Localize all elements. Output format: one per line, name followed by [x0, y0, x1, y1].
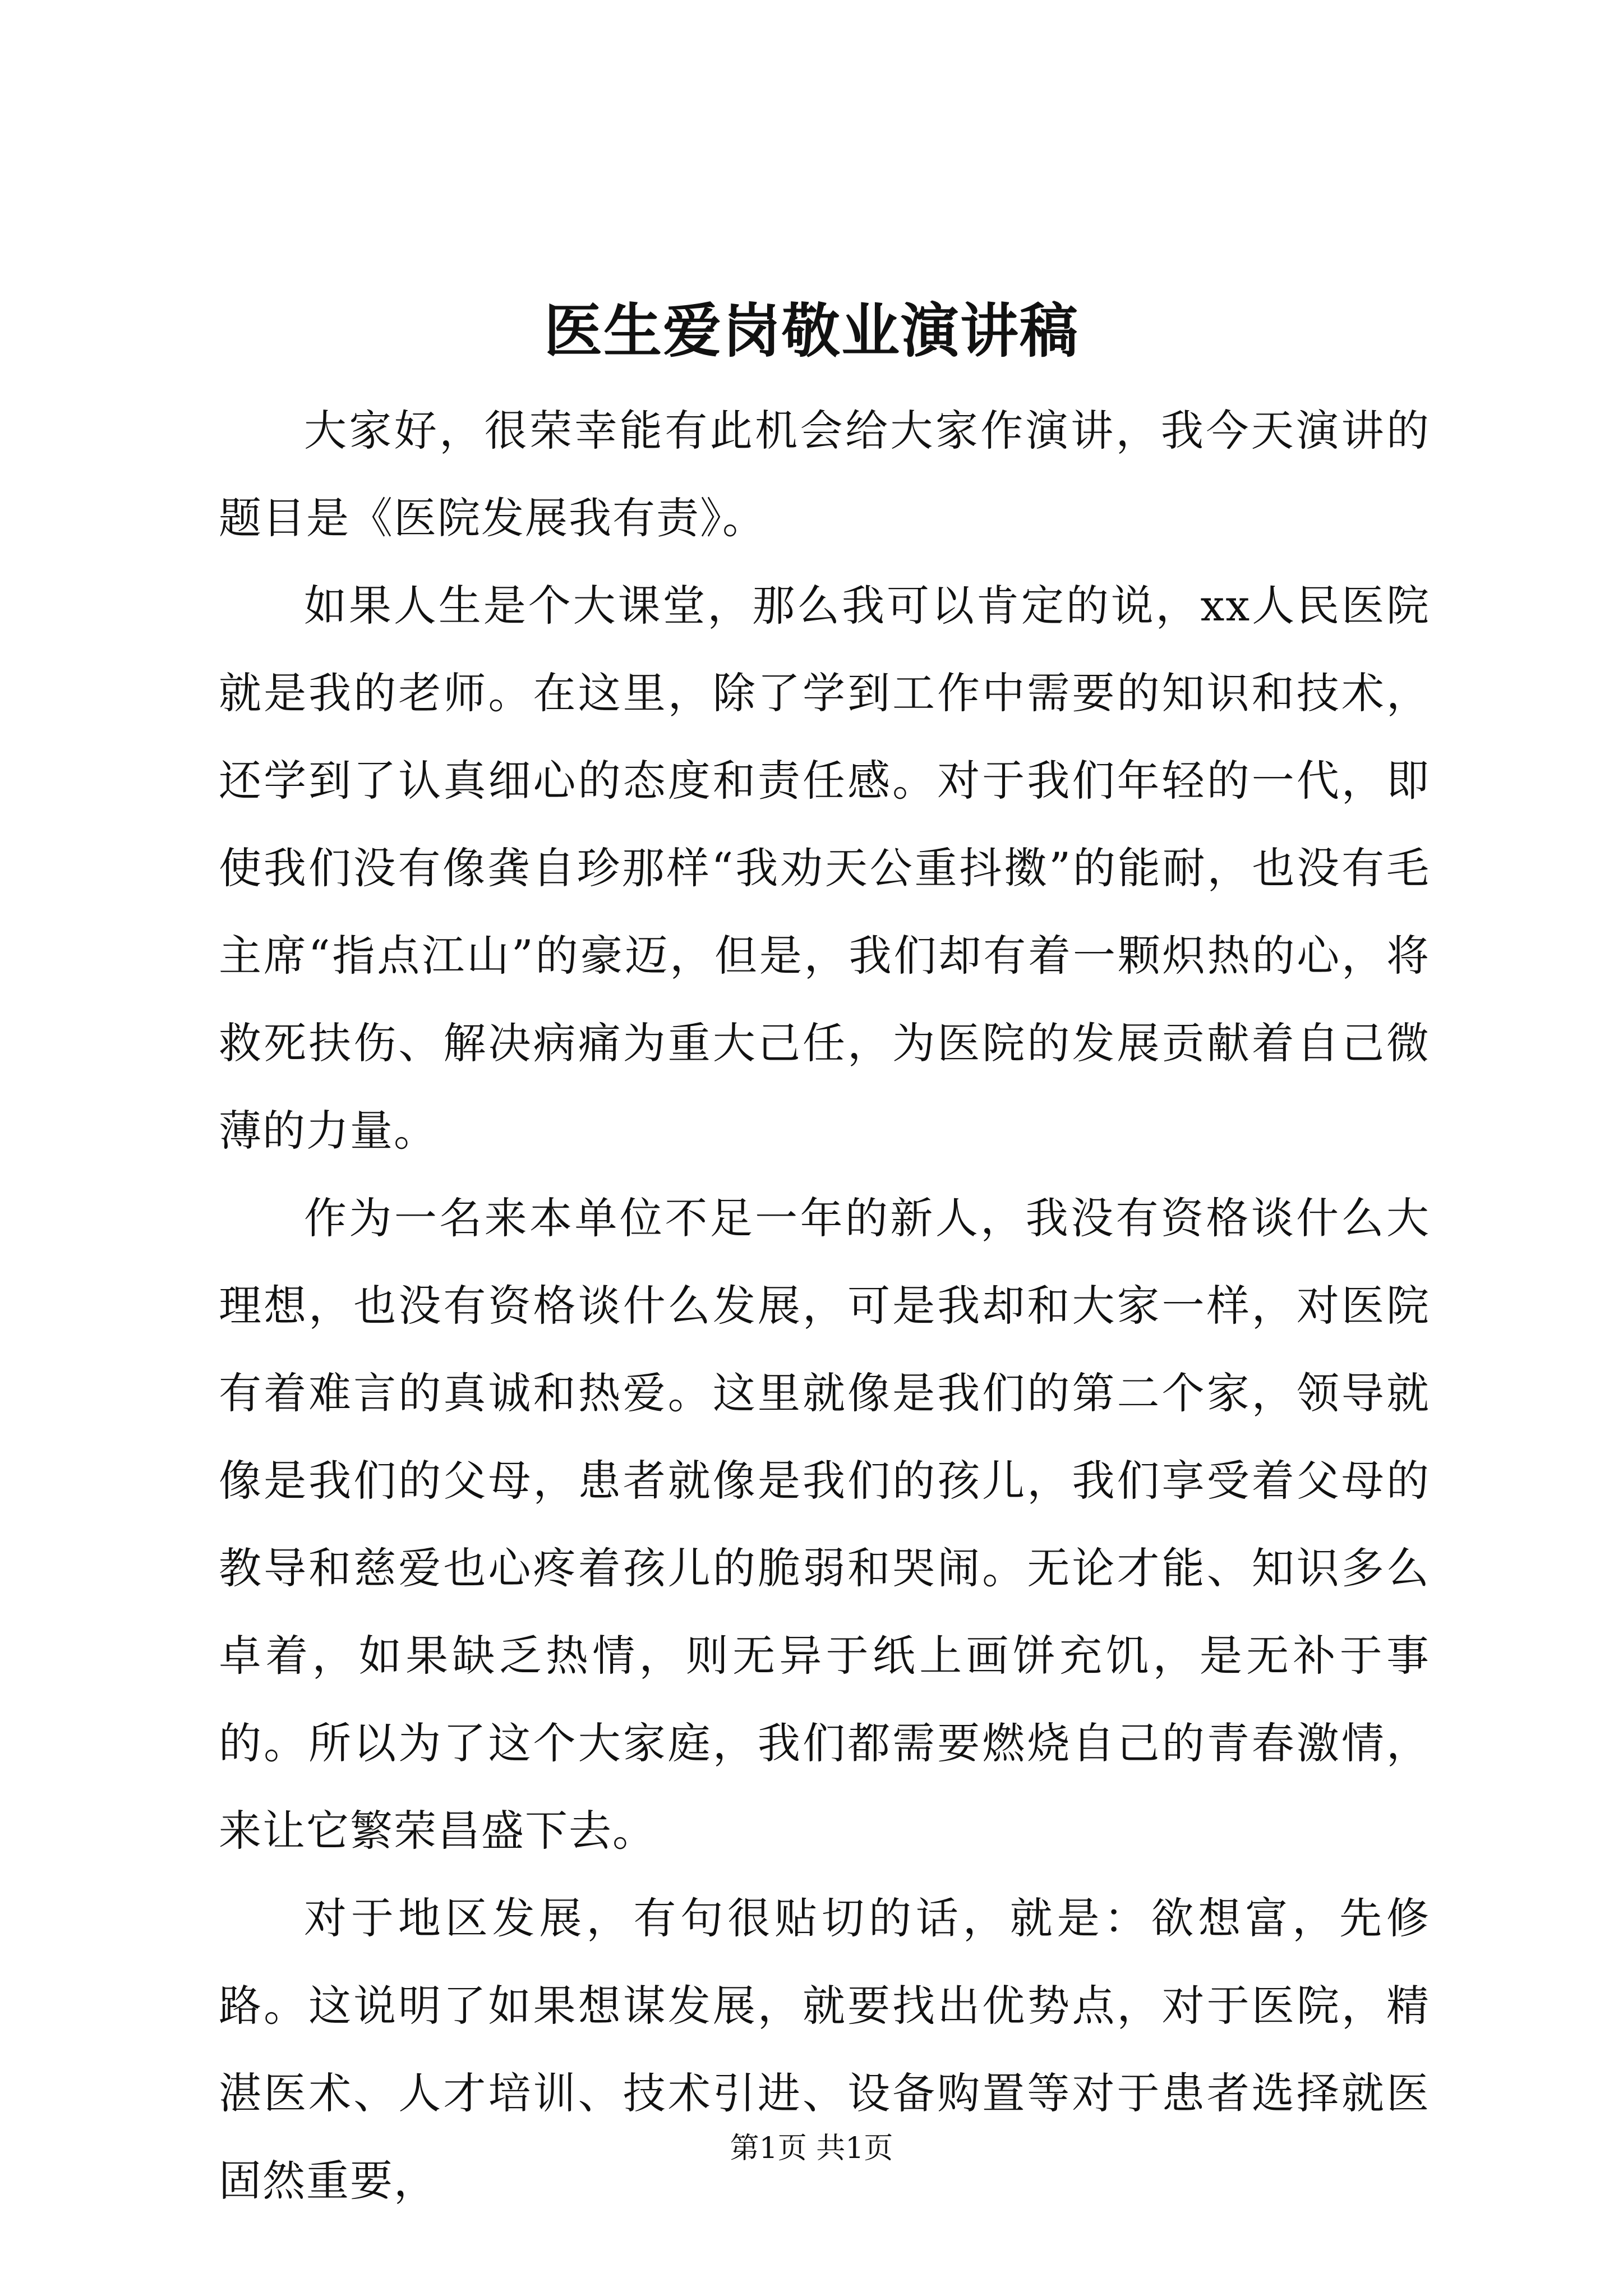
document-body	[219, 387, 1430, 2225]
paragraph-2: 如果人生是个大课堂，那么我可以肯定的说，xx人民医院就是我的老师。在这里，除了学到工作中需要的知识和技术，还学到了认真细心的态度和责任感。对于我们年轻的一代，即使我们没有像龚自珍那样“我劝天公重抖擞”的能耐，也没有毛主席“指点江山”的豪迈，但是，我们却有着一颗炽热的心，将救死扶伤、解决病痛为重大己任，为医院的发展贡献着自己微薄的力量。	[219, 581, 1430, 1156]
page-number-label: 第1页 共1页	[730, 2132, 893, 2165]
paragraph-1: 大家好，很荣幸能有此机会给大家作演讲，我今天演讲的题目是《医院发展我有责》。	[219, 406, 1430, 543]
paragraph-4: 对于地区发展，有句很贴切的话，就是：欲想富，先修路。这说明了如果想谋发展，就要找出优势点，对于医院，精湛医术、人才培训、技术引进、设备购置等对于患者选择就医固然重要，	[219, 1893, 1430, 2206]
paragraph-3: 作为一名来本单位不足一年的新人，我没有资格谈什么大理想，也没有资格谈什么发展，可是我却和大家一样，对医院有着难言的真诚和热爱。这里就像是我们的第二个家，领导就像是我们的父母，患者就像是我们的孩儿，我们享受着父母的教导和慈爱也心疼着孩儿的脆弱和哭闹。无论才能、知识多么卓着，如果缺乏热情，则无异于纸上画饼充饥，是无补于事的。所以为了这个大家庭，我们都需要燃烧自己的青春激情，来让它繁荣昌盛下去。	[219, 1193, 1430, 1856]
document-title: 医生爱岗敬业演讲稿	[543, 296, 1079, 365]
page-footer	[0, 2126, 1623, 2171]
